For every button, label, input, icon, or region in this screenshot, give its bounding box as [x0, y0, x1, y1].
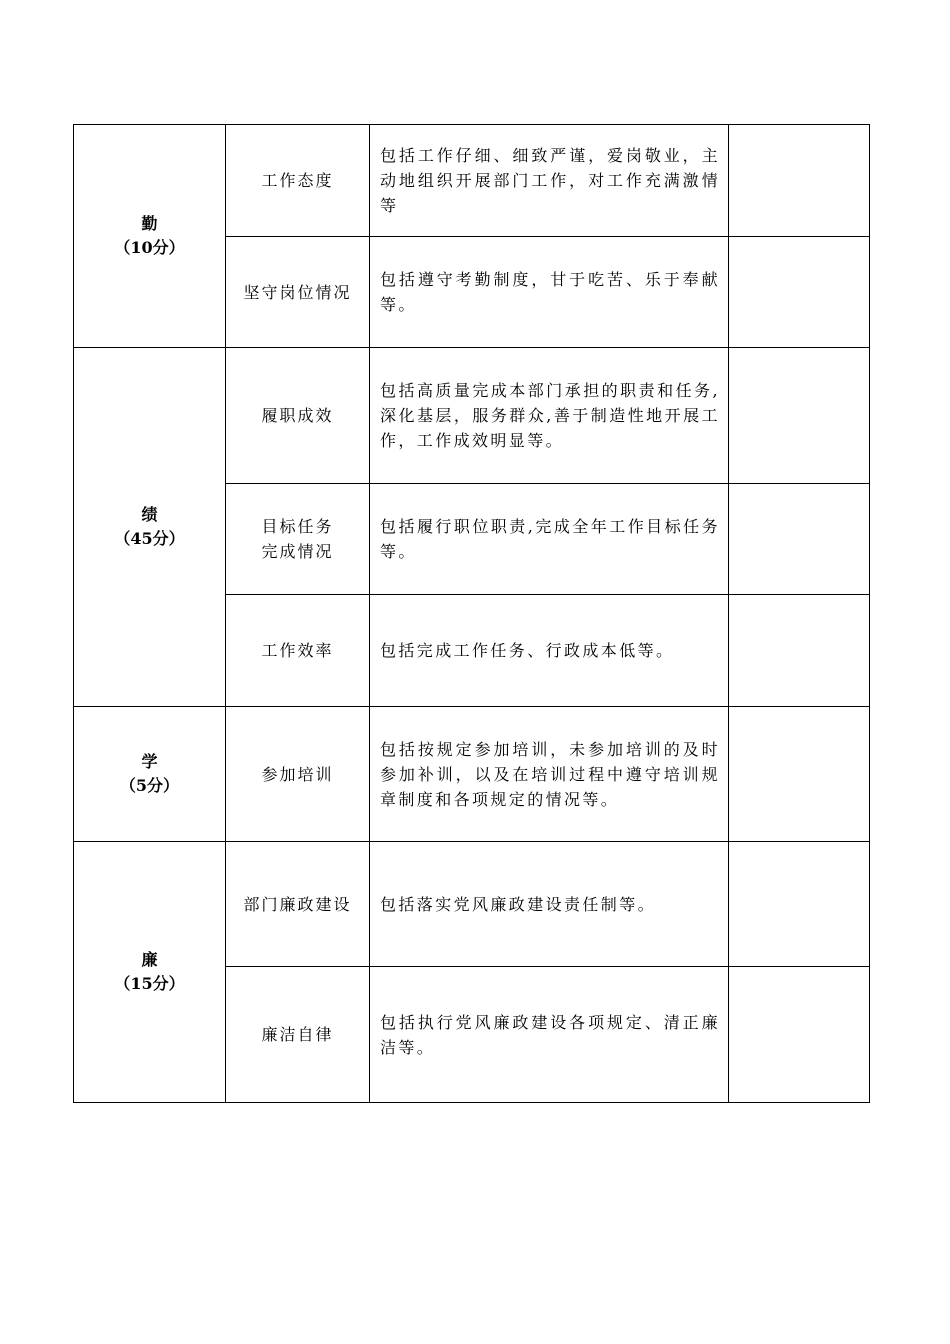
item-cell [226, 842, 370, 967]
category-score: （5分） [119, 776, 180, 795]
category-cell [74, 842, 226, 1103]
item-cell [226, 707, 370, 842]
table-row [74, 707, 870, 842]
description-cell: 包括执行党风廉政建设各项规定、清正廉洁等。 [370, 967, 729, 1103]
item-cell [226, 595, 370, 707]
description-cell: 包括履行职位职责,完成全年工作目标任务等。 [370, 484, 729, 595]
score-blank-cell [729, 842, 870, 967]
description-cell: 包括按规定参加培训，未参加培训的及时参加补训，以及在培训过程中遵守培训规章制度和各项规定的情况等。 [370, 707, 729, 842]
table-row [74, 842, 870, 967]
description-cell: 包括落实党风廉政建设责任制等。 [370, 842, 729, 967]
table-row [74, 348, 870, 484]
category-name: 学 [141, 752, 158, 771]
description-cell: 包括完成工作任务、行政成本低等。 [370, 595, 729, 707]
item-label: 部门廉政建设 [243, 894, 352, 914]
score-blank-cell [729, 967, 870, 1103]
category-cell [74, 348, 226, 707]
item-label: 工作效率 [261, 641, 334, 660]
description-cell: 包括高质量完成本部门承担的职责和任务,深化基层，服务群众,善于制造性地开展工作，工作成效明显等。 [370, 348, 729, 484]
category-name: 勤 [141, 214, 158, 233]
item-label: 工作态度 [261, 171, 334, 190]
category-cell [74, 707, 226, 842]
score-blank-cell [729, 348, 870, 484]
score-blank-cell [729, 125, 870, 237]
category-cell [74, 125, 226, 348]
item-cell [226, 348, 370, 484]
score-blank-cell [729, 484, 870, 595]
category-score: （10分） [114, 238, 185, 257]
category-name: 廉 [141, 950, 158, 969]
description-cell: 包括遵守考勤制度，甘于吃苦、乐于奉献等。 [370, 237, 729, 348]
category-name: 绩 [141, 505, 158, 524]
description-cell: 包括工作仔细、细致严谨，爱岗敬业，主动地组织开展部门工作，对工作充满激情等 [370, 125, 729, 237]
item-cell [226, 967, 370, 1103]
table-row [74, 125, 870, 237]
item-label: 参加培训 [261, 764, 334, 784]
item-label: 目标任务 [261, 517, 334, 536]
score-blank-cell [729, 595, 870, 707]
category-score: （15分） [114, 974, 185, 993]
category-score: （45分） [114, 529, 185, 548]
score-blank-cell [729, 707, 870, 842]
item-label: 坚守岗位情况 [243, 282, 352, 302]
item-label: 履职成效 [261, 406, 334, 425]
item-cell [226, 484, 370, 595]
score-blank-cell [729, 237, 870, 348]
item-label: 完成情况 [261, 542, 334, 561]
evaluation-table [73, 124, 870, 1103]
item-cell [226, 237, 370, 348]
item-label: 廉洁自律 [261, 1025, 334, 1044]
item-cell [226, 125, 370, 237]
